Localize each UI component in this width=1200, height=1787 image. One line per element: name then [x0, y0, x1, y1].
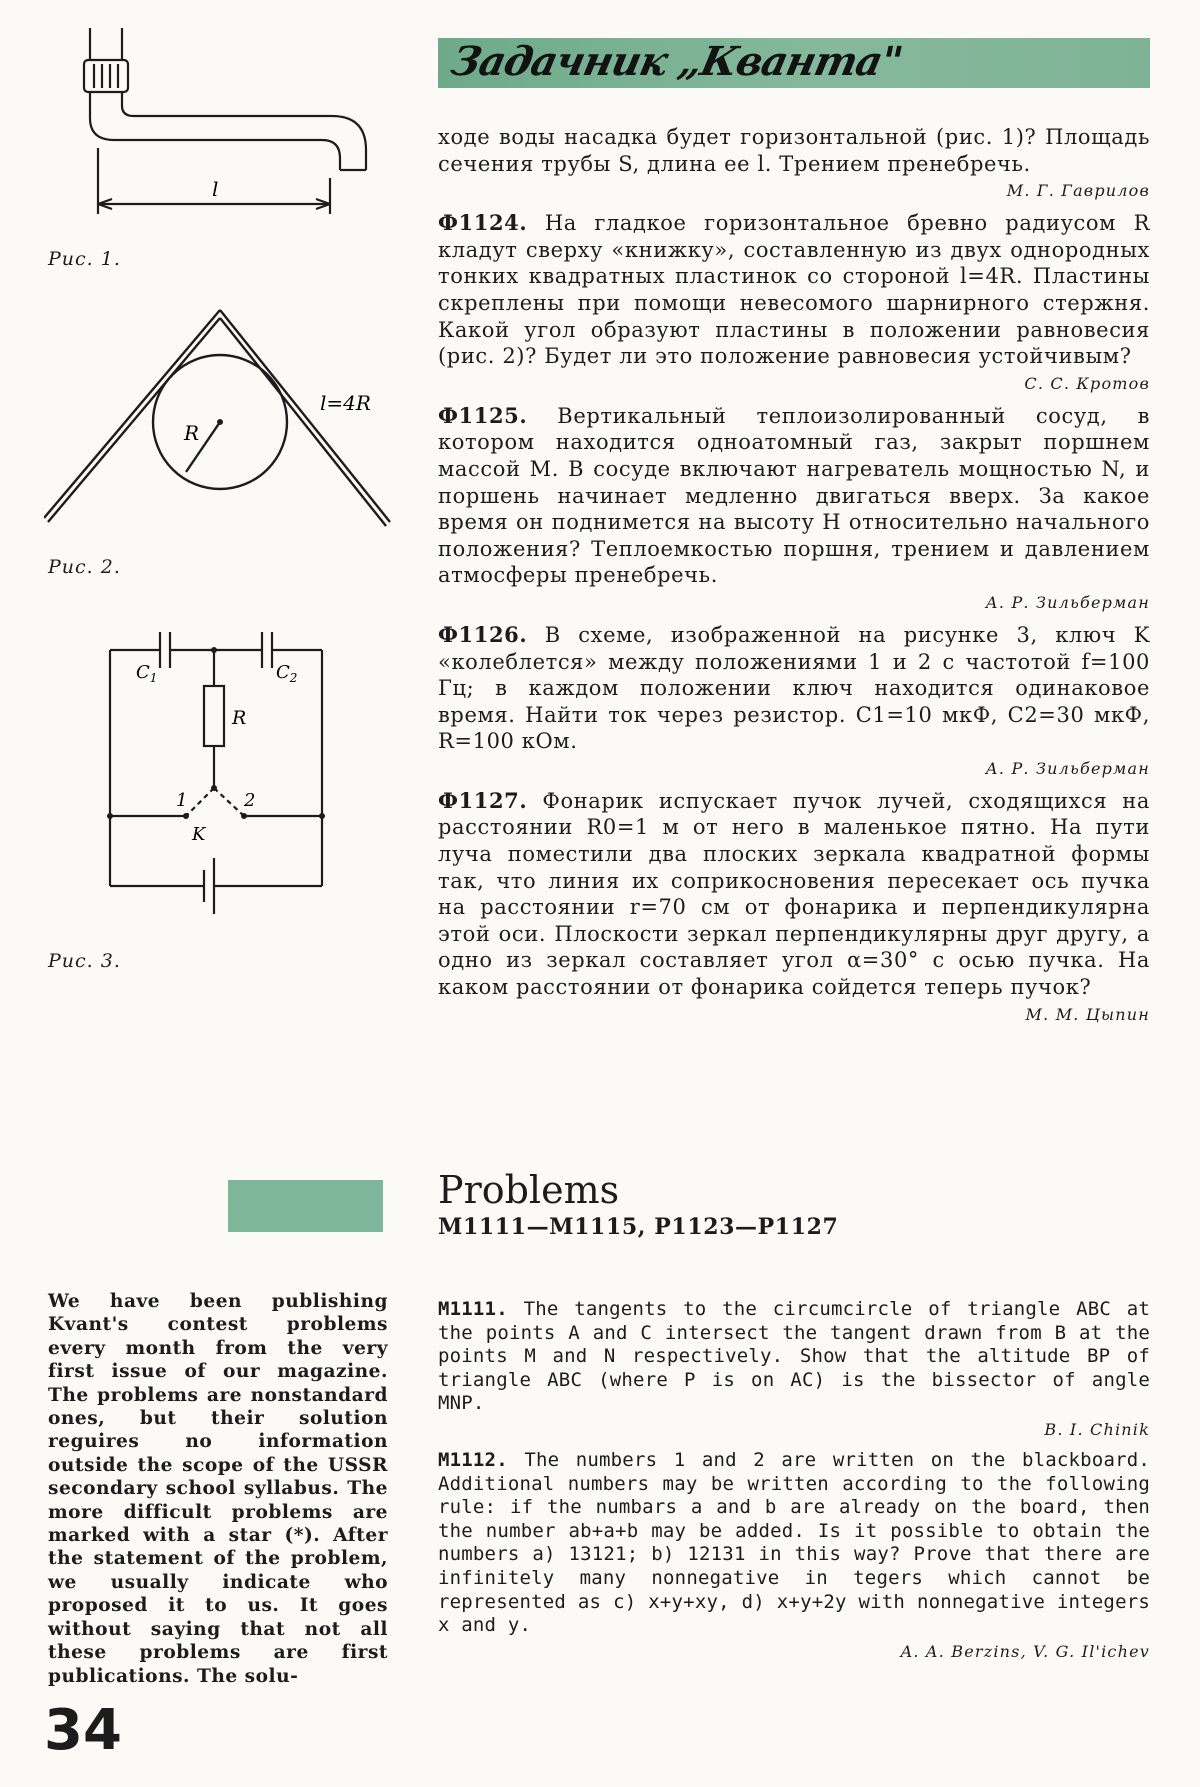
problem-f1124	[438, 210, 1150, 370]
fig1-length-label: l	[212, 177, 219, 201]
problem-text: На гладкое горизонтальное бревно радиусом R кладут сверху «книжку», составленную из двух однородных тонких квадратных пластинок со стороной l=4R. Пластины скреплены при помощи невесомого шарнирного стержня. Какой угол образуют пластины в положении равновесия (рис. 2)? Будет ли это положение равновесия устойчивым?	[438, 211, 1150, 369]
fig2-length-label: l=4R	[320, 391, 371, 415]
problem-text: В схеме, изображенной на рисунке 3, ключ K «колеблется» между положениями 1 и 2 с частотой f=100 Гц; в каждом положении ключ находится одинаковое время. Найти ток через резистор. C1=10 мкФ, C2=30 мкФ, R=100 кОм.	[438, 622, 1150, 754]
problem-author: С. С. Кротов	[1024, 373, 1150, 393]
fig2-radius-label: R	[184, 421, 200, 445]
problem-author: А. Р. Зильберман	[985, 592, 1150, 612]
fig3-resistor-label: R	[232, 707, 247, 729]
problem-id: M1112.	[438, 1448, 508, 1471]
problem-author: М. М. Цыпин	[1025, 1004, 1150, 1024]
russian-column	[438, 124, 1150, 1034]
section-banner	[438, 38, 1150, 88]
banner-title: Задачник „Кванта"	[447, 38, 907, 85]
figure-1-caption: Рис. 1.	[48, 248, 121, 270]
english-intro: We have been publishing Kvant's contest problems every month from the very first issue of our magazine. The problems are nonstandard ones, but their solution reguires no information outside the scope of the USSR secondary school syllabus. The more difficult problems are marked with a star (*). After the statement of the problem, we usually indicate who proposed it to us. It goes without saying that not all these problems are first publications. The solu-	[48, 1291, 388, 1687]
problem-f1125	[438, 403, 1150, 589]
problem-author: А. Р. Зильберман	[985, 758, 1150, 778]
figure-1-faucet	[40, 28, 370, 228]
fig3-position-1: 1	[176, 790, 188, 811]
problem-f1126	[438, 622, 1150, 755]
english-title: Problems	[438, 1168, 620, 1212]
problem-m1111	[438, 1298, 1150, 1416]
problem-text: Вертикальный теплоизолированный сосуд, в котором находится одноатомный газ, закрыт поршнем массой M. В сосуде включают нагреватель мощностью N, и поршень начинает медленно двигаться вверх. За какое время он поднимется на высоту H относительно начального положения? Теплоемкостью поршня, трением и давлением атмосферы пренебречь.	[438, 403, 1150, 588]
problem-id: Ф1127.	[438, 787, 528, 813]
problem-text: Фонарик испускает пучок лучей, сходящихся на расстоянии R0=1 м от него в маленькое пятно. На пути луча поместили два плоских зеркала квадратной формы так, что линия их соприкосновения пересекает ось пучка на расстоянии r=70 см от фонарика и перпендикулярна этой оси. Плоскости зеркал перпендикулярны друг другу, а одно из зеркал составляет угол α=30° с осью пучка. На каком расстоянии от фонарика сойдется теперь пучок?	[438, 788, 1151, 1000]
continuation-text: ходе воды насадка будет горизонтальной (рис. 1)? Площадь сечения трубы S, длина ее l. Трением пренебречь.	[438, 125, 1150, 176]
english-section-marker	[228, 1180, 383, 1232]
fig3-c2-label: $C_2$	[276, 662, 298, 685]
problem-text: The numbers 1 and 2 are written on the blackboard. Additional numbers may be written according to the following rule: if the numbars a and b are already on the board, then the number ab+a+b may be added. Is it possible to obtain the numbers a) 13121; b) 12131 in this way? Prove that there are infinitely many nonnegative in tegers which cannot be represented as c) x+y+xy, d) x+y+2y with nonnegative integers x and y.	[438, 1448, 1150, 1637]
fig3-c1-label: $C_1$	[136, 662, 158, 685]
problem-id: Ф1124.	[438, 210, 528, 236]
problem-id: M1111.	[438, 1298, 508, 1320]
continuation-author: М. Г. Гаврилов	[1006, 181, 1150, 201]
problem-f1127	[438, 788, 1150, 1001]
figure-3-caption: Рис. 3.	[48, 950, 121, 972]
problem-text: The tangents to the circumcircle of triangle ABC at the points A and C intersect the tangent drawn from B at the points M and N respectively. Show that the altitude BP of triangle ABC (where P is on AC) is the bissector of angle MNP.	[438, 1298, 1151, 1415]
fig3-key-label: K	[192, 824, 206, 845]
figure-3-circuit	[100, 620, 340, 920]
figure-2-log-book	[44, 300, 404, 530]
problem-author: B. I. Chinik	[1044, 1419, 1150, 1439]
problem-id: Ф1125.	[438, 402, 528, 428]
page-number: 34	[44, 1698, 122, 1763]
problem-id: Ф1126.	[438, 621, 528, 647]
english-subtitle: M1111—M1115, P1123—P1127	[438, 1214, 839, 1240]
problem-author: A. A. Berzins, V. G. Il'ichev	[900, 1641, 1150, 1661]
english-column	[438, 1298, 1150, 1671]
problem-m1112	[438, 1449, 1150, 1638]
figure-2-caption: Рис. 2.	[48, 556, 121, 578]
fig3-position-2: 2	[244, 790, 256, 811]
